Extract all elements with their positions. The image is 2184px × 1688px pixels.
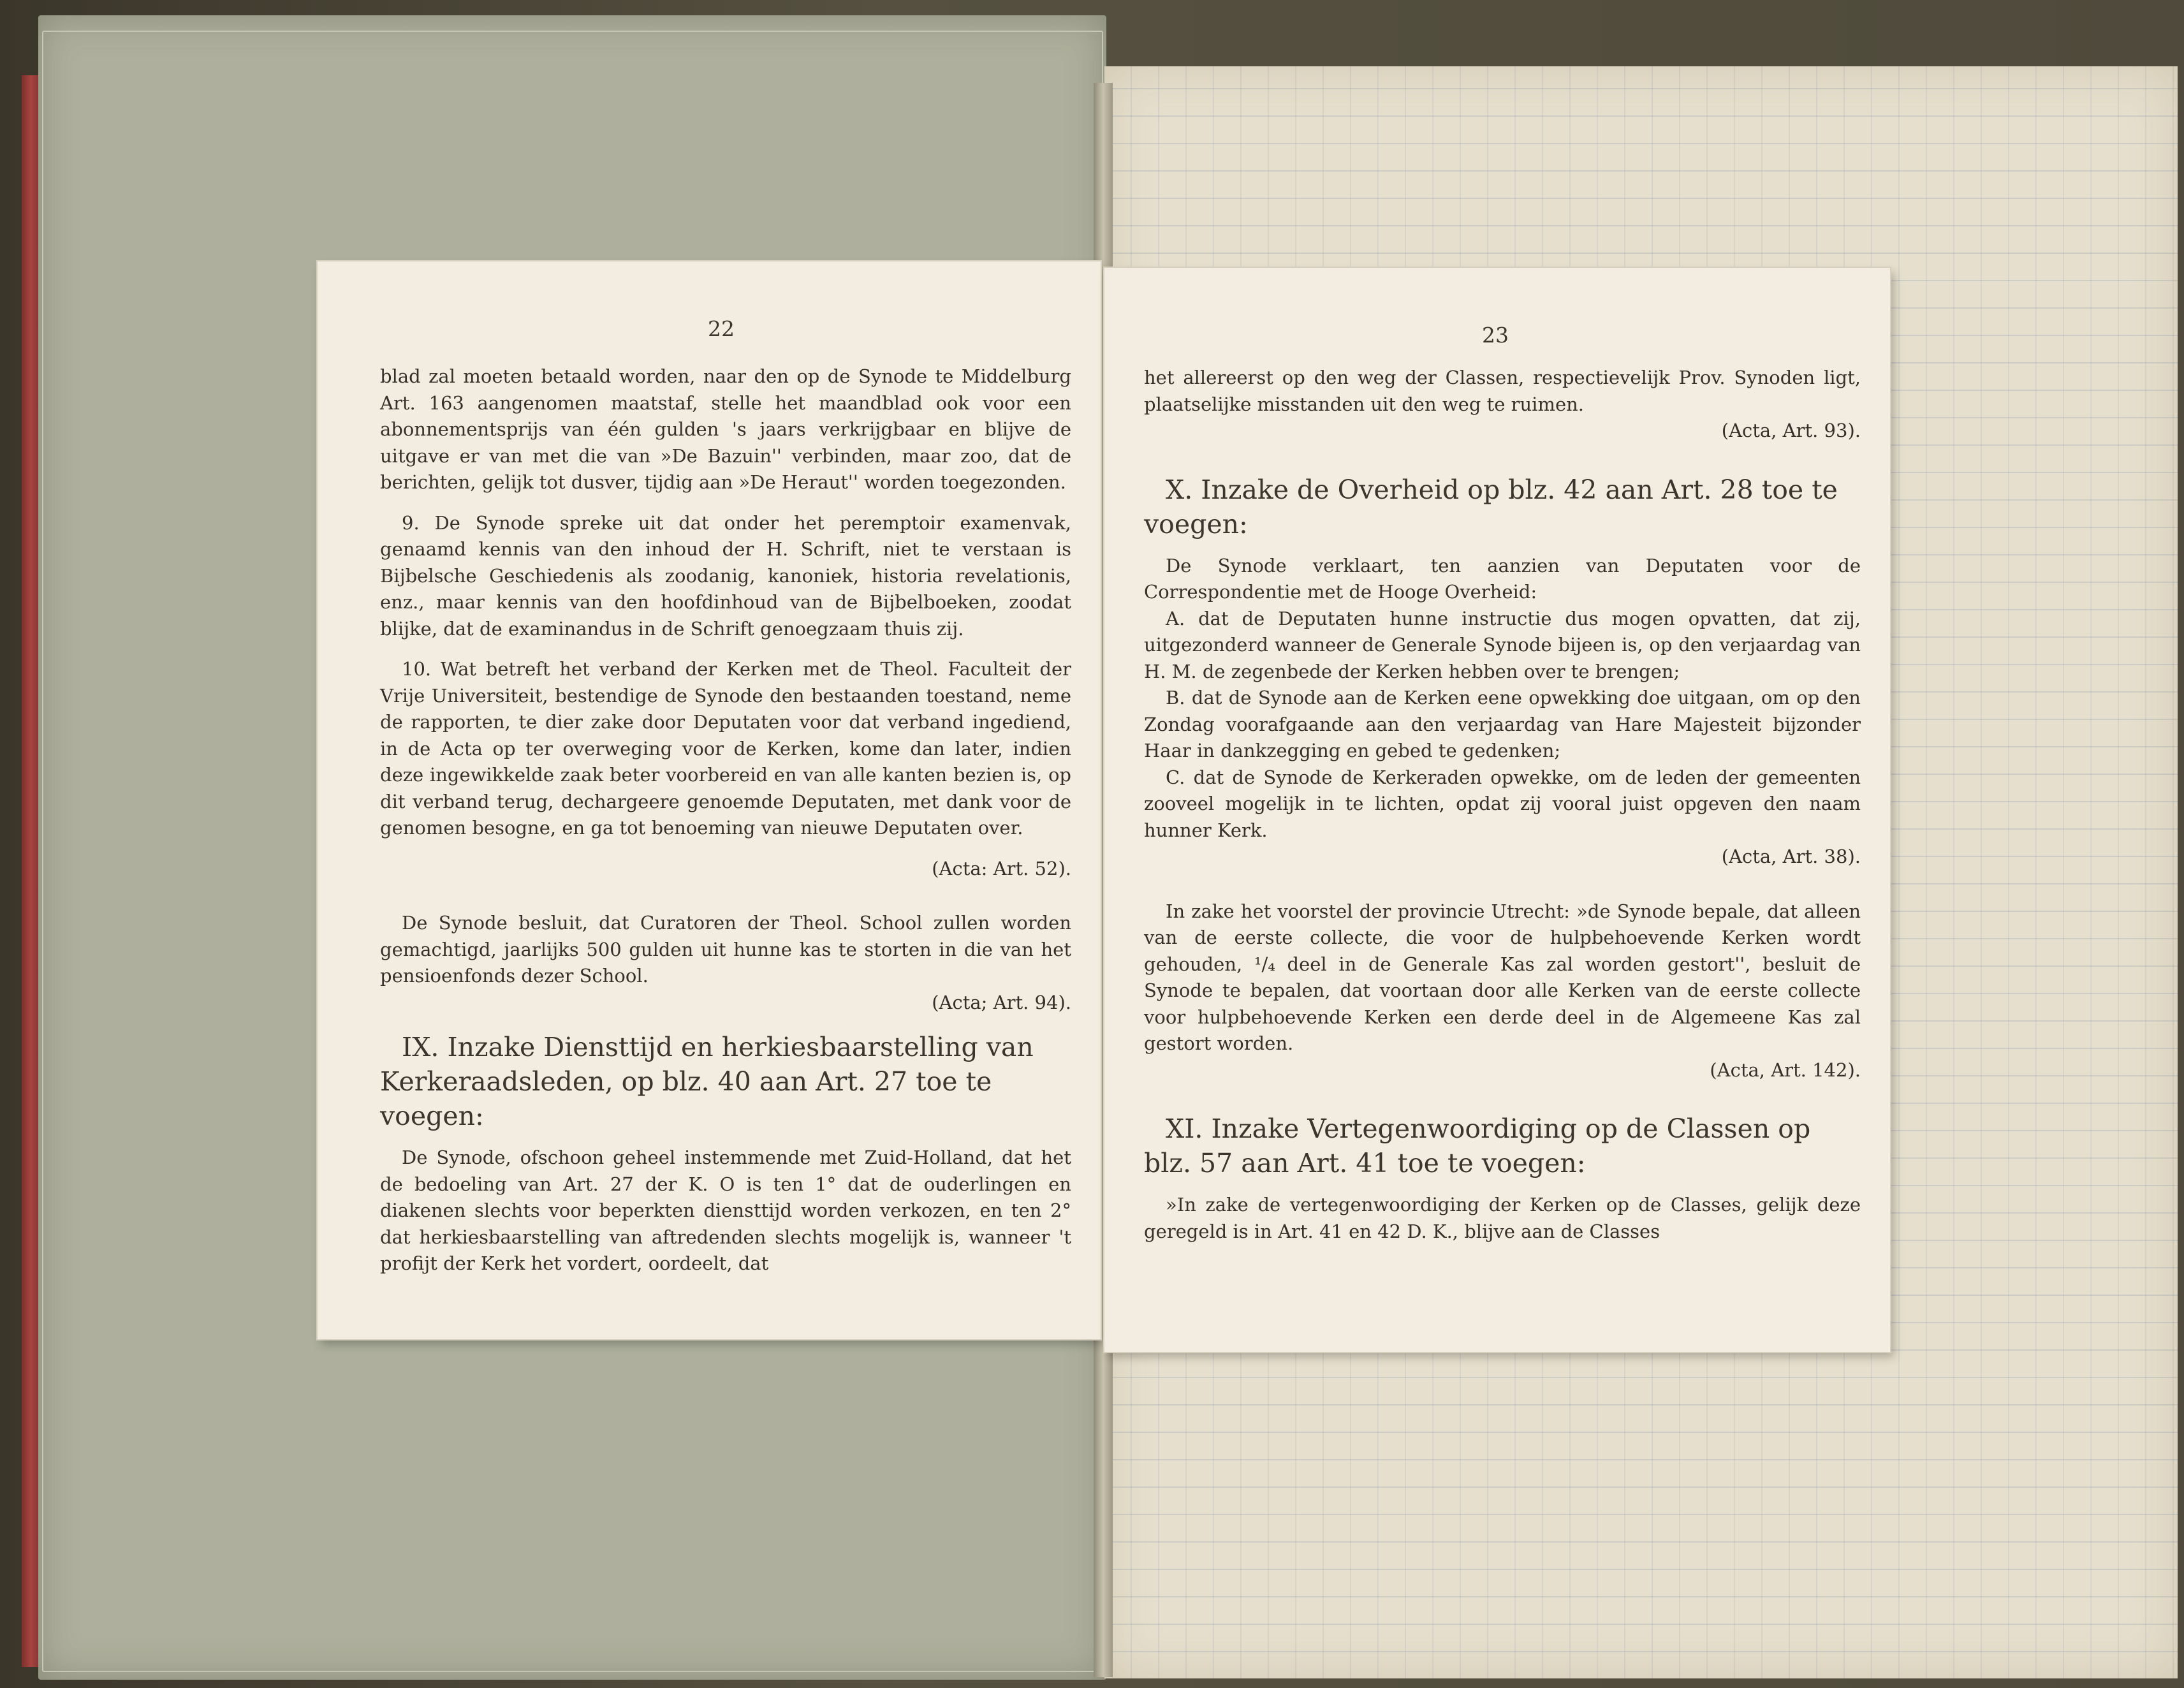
paragraph: B. dat de Synode aan de Kerken eene opwekking doe uitgaan, om op den Zondag voorafgaande aan den verjaardag van Hare Majesteit bijzonder Haar in dankzegging en gebed te gedenken; — [1144, 687, 1861, 761]
paragraph: C. dat de Synode de Kerkeraden opwekke, om de leden der gemeenten zooveel mogelijk in te lichten, opdat zij vooral juist opgeven den naam hunner Kerk. — [1144, 766, 1861, 841]
page-number: 23 — [1482, 323, 1509, 348]
paragraph: blad zal moeten betaald worden, naar den op de Synode te Middelburg Art. 163 aangenomen maatstaf, stelle het maandblad ook voor een abonnementsprijs van één gulden 's jaars verkrijgbaar en blijve de uitgave er van met die van »De Bazuin'' verbinden, maar zoo, dat de berichten, gelijk tot dusver, tijdig aan »De Heraut'' worden toegezonden. — [380, 365, 1071, 493]
paragraph: 9. De Synode spreke uit dat onder het peremptoir examenvak, genaamd kennis van den inhoud der H. Schrift, niet te verstaan is Bijbelsche Geschiedenis als zoodanig, kanoniek, historia revelationis, enz., maar kennis van den hoofdinhoud van de Bijbelboeken, zoodat blijke, dat de examinandus in de Schrift genoegzaam thuis zij. — [380, 511, 1071, 640]
page-number: 22 — [708, 316, 735, 341]
acta-reference: (Acta; Art. 94). — [932, 991, 1071, 1013]
paragraph: De Synode verklaart, ten aanzien van Deputaten voor de Correspondentie met de Hooge Overheid: — [1144, 554, 1861, 603]
paragraph: In zake het voorstel der provincie Utrecht: »de Synode bepale, dat alleen van de eerste collecte, die voor de hulpbehoevende Kerken wordt gehouden, ¹/₄ deel in de Generale Kas zal worden gestort'', besluit de Synode te bepalen, dat voortaan door alle Kerken van de eerste collecte voor hulpbehoevende Kerken een derde deel in de Algemeene Kas zal gestort worden. — [1144, 900, 1861, 1054]
paragraph: De Synode, ofschoon geheel instemmende met Zuid-Holland, dat het de bedoeling van Art. 27 der K. O is ten 1° dat de ouderlingen en diakenen slechts voor beperkten diensttijd worden verkozen, en ten 2° dat herkiesbaarstelling van aftredenden slechts mogelijk is, wanneer 't profijt der Kerk het vordert, oordeelt, dat — [380, 1147, 1071, 1274]
acta-reference: (Acta, Art. 93). — [1721, 420, 1861, 441]
page-body — [1144, 365, 1861, 1245]
page-body — [380, 363, 1071, 1277]
paragraph: De Synode besluit, dat Curatoren der Theol. School zullen worden gemachtigd, jaarlijks 500 gulden uit hunne kas te storten in die van het pensioenfonds dezer School. — [380, 912, 1071, 987]
section-heading: XI. Inzake Vertegenwoordiging op de Classen op blz. 57 aan Art. 41 toe te voegen: — [1144, 1113, 1811, 1178]
brochure-page-left — [318, 261, 1101, 1339]
book-cover-spine — [22, 75, 38, 1667]
brochure-page-right — [1104, 268, 1890, 1352]
acta-reference: (Acta: Art. 52). — [932, 857, 1071, 879]
paragraph: »In zake de vertegenwoordiging der Kerken op de Classes, gelijk deze geregeld is in Art. 41 en 42 D. K., blijve aan de Classes — [1144, 1194, 1861, 1242]
acta-reference: (Acta, Art. 38). — [1721, 846, 1861, 867]
paragraph: 10. Wat betreft het verband der Kerken met de Theol. Faculteit der Vrije Universiteit, bestendige de Synode den bestaanden toestand, neme de rapporten, te dier zake door Deputaten voor dat verband ingediend, in de Acta op ter overweging voor de Kerken, kome dan later, indien deze ingewikkelde zaak beter voorbereid en van alle kanten bezien is, op dit verband terug, dechargeere genoemde Deputaten, met dank voor de genomen besogne, en ga tot benoeming van nieuwe Deputaten over. — [380, 658, 1071, 839]
section-heading: X. Inzake de Overheid op blz. 42 aan Art. 28 toe te voegen: — [1144, 474, 1838, 539]
acta-reference: (Acta, Art. 142). — [1710, 1059, 1861, 1081]
paragraph: het allereerst op den weg der Classen, respectievelijk Prov. Synoden ligt, plaatselijke misstanden uit den weg te ruimen. — [1144, 367, 1861, 415]
paragraph: A. dat de Deputaten hunne instructie dus mogen opvatten, dat zij, uitgezonderd wanneer de Generale Synode bijeen is, op den verjaardag van H. M. de zegenbede der Kerken hebben over te brengen; — [1144, 607, 1861, 682]
section-heading: IX. Inzake Diensttijd en herkiesbaarstelling van Kerkeraadsleden, op blz. 40 aan Art. 27 toe te voegen: — [380, 1032, 1034, 1131]
